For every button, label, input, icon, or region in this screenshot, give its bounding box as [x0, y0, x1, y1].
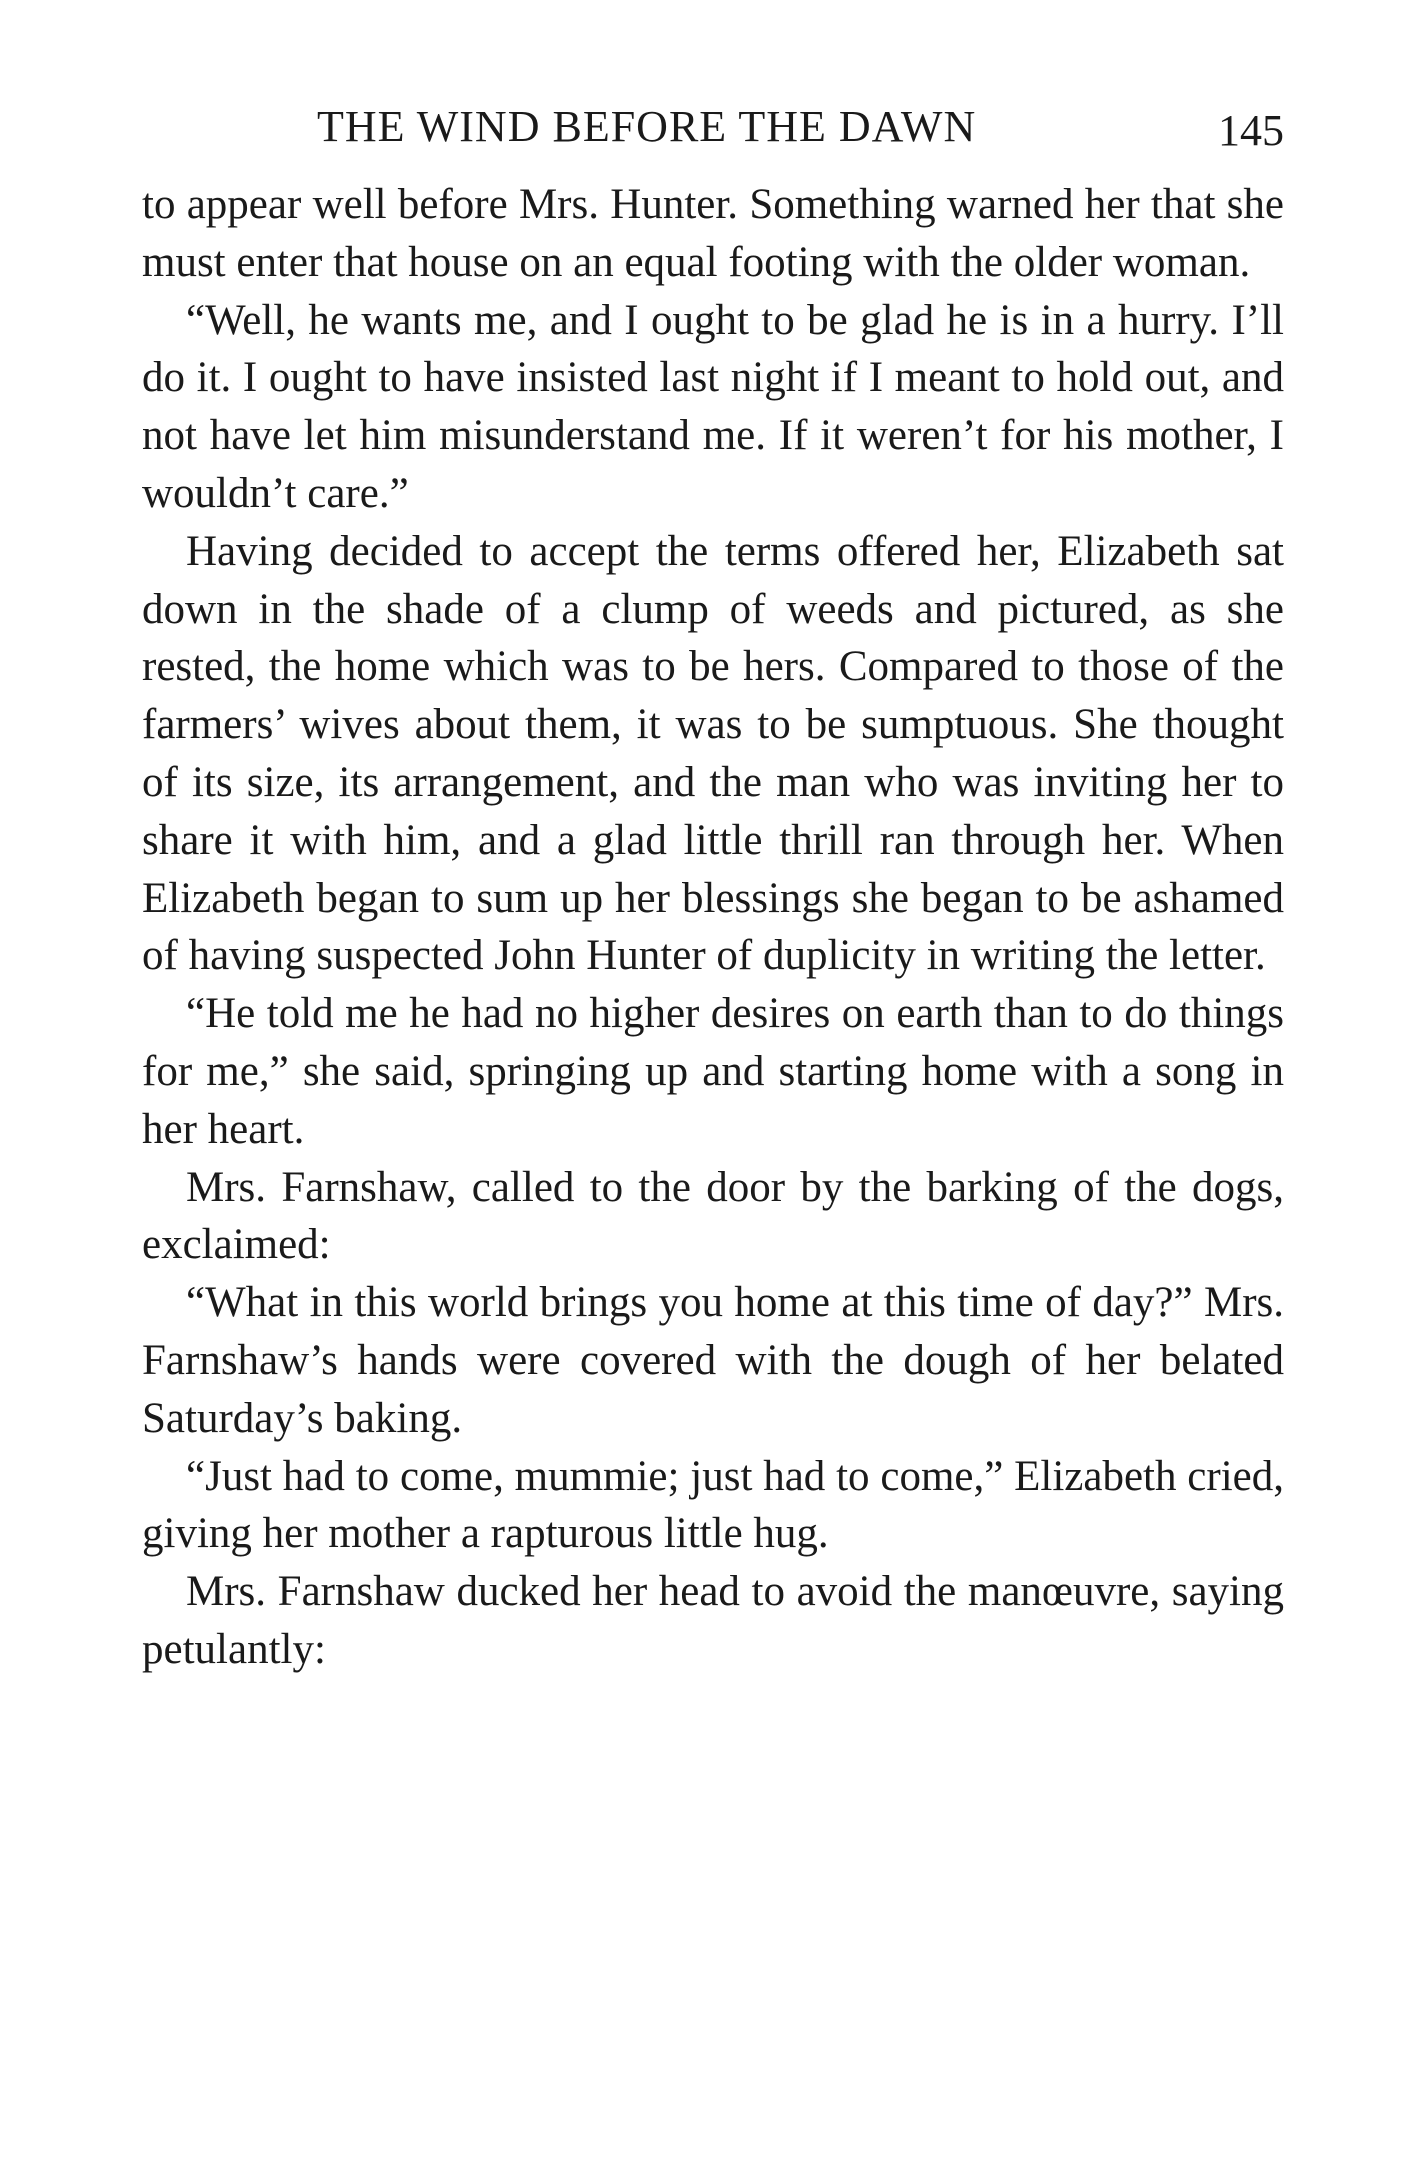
text-body [142, 176, 1284, 1679]
paragraph-dialogue: “He told me he had no higher desires on earth than to do things for me,” she said, springing up and starting home with a song in her heart. [142, 990, 1284, 1153]
paragraph-narrative: Mrs. Farnshaw, called to the door by the barking of the dogs, exclaimed: [142, 1163, 1284, 1269]
paragraph-continued: to appear well before Mrs. Hunter. Something warned her that she must enter that house on an equal footing with the older woman. [142, 181, 1284, 286]
paragraph-dialogue: “What in this world brings you home at this time of day?” Mrs. Farnshaw’s hands were covered with the dough of her belated Saturday’s baking. [142, 1279, 1284, 1442]
paragraph-dialogue: “Just had to come, mummie; just had to come,” Elizabeth cried, giving her mother a rapturous little hug. [142, 1452, 1284, 1558]
running-title: THE WIND BEFORE THE DAWN [317, 102, 977, 151]
running-head [142, 92, 1284, 162]
page-number: 145 [1218, 106, 1284, 155]
paragraph-narrative: Mrs. Farnshaw ducked her head to avoid the manœuvre, saying petulantly: [142, 1568, 1284, 1673]
paragraph-dialogue: “Well, he wants me, and I ought to be glad he is in a hurry. I’ll do it. I ought to have insisted last night if I meant to hold out, and not have let him misunderstand me. If it weren’t for his mother, I wouldn’t care.” [142, 296, 1284, 517]
paragraph-narrative: Having decided to accept the terms offered her, Elizabeth sat down in the shade of a clump of weeds and pictured, as she rested, the home which was to be hers. Compared to those of the farmers’ wives about them, it was to be sumptuous. She thought of its size, its arrangement, and the man who was inviting her to share it with him, and a glad little thrill ran through her. When Elizabeth began to sum up her blessings she began to be ashamed of having suspected John Hunter of duplicity in writing the letter. [142, 527, 1284, 980]
